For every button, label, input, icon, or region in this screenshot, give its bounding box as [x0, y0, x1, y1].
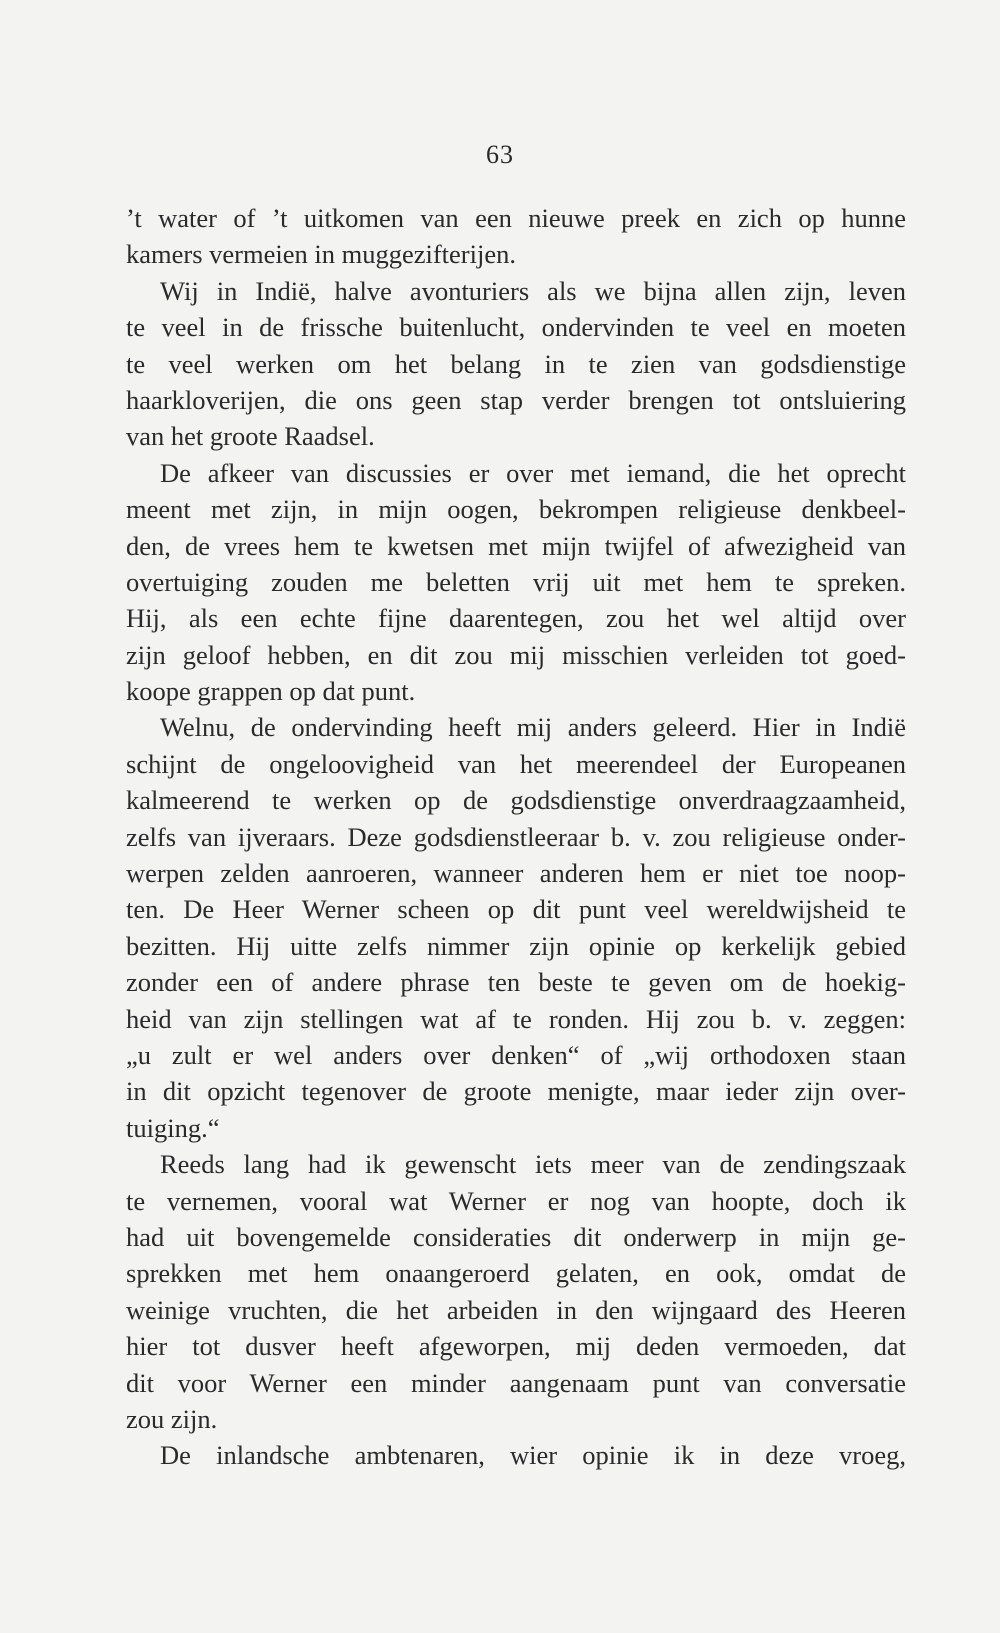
text-line: meent met zijn, in mijn oogen, bekrompen religieuse denkbeel-: [126, 494, 906, 525]
text-line: werpen zelden aanroeren, wanneer anderen hem er niet toe noop-: [126, 858, 906, 889]
text-line: dit voor Werner een minder aangenaam punt van conversatie: [126, 1367, 906, 1398]
page-number: 63: [486, 140, 514, 169]
text-line: tuiging.“: [126, 1112, 220, 1143]
text-line: ’t water of ’t uitkomen van een nieuwe preek en zich op hunne: [126, 203, 906, 233]
text-line: zou zijn.: [126, 1403, 218, 1434]
text-line: overtuiging zouden me beletten vrij uit met hem te spreken.: [126, 566, 906, 597]
text-line: zonder een of andere phrase ten beste te geven om de hoekig-: [126, 967, 906, 998]
text-line: den, de vrees hem te kwetsen met mijn twijfel of afwezigheid van: [126, 530, 906, 561]
text-line: Wij in Indië, halve avonturiers als we bijna allen zijn, leven: [160, 275, 906, 306]
text-line: De inlandsche ambtenaren, wier opinie ik in deze vroeg,: [160, 1440, 906, 1471]
text-line: weinige vruchten, die het arbeiden in den wijngaard des Heeren: [126, 1294, 906, 1325]
text-line: had uit bovengemelde consideraties dit onderwerp in mijn ge-: [126, 1221, 906, 1252]
text-line: Hij, als een echte fijne daarentegen, zou het wel altijd over: [126, 603, 906, 634]
text-line: hier tot dusver heeft afgeworpen, mij deden vermoeden, dat: [126, 1331, 906, 1362]
text-line: in dit opzicht tegenover de groote menigte, maar ieder zijn over-: [126, 1076, 906, 1107]
text-line: te veel werken om het belang in te zien van godsdienstige: [126, 348, 906, 379]
text-line: Reeds lang had ik gewenscht iets meer van de zendingszaak: [160, 1149, 906, 1180]
text-line: van het groote Raadsel.: [126, 421, 375, 452]
text-line: te veel in de frissche buitenlucht, ondervinden te veel en moeten: [126, 312, 906, 343]
text-line: kalmeerend te werken op de godsdienstige onverdraagzaamheid,: [126, 785, 906, 816]
text-line: koope grappen op dat punt.: [126, 676, 416, 707]
body-text: [126, 200, 906, 1474]
text-line: bezitten. Hij uitte zelfs nimmer zijn opinie op kerkelijk gebied: [126, 930, 906, 961]
text-line: te vernemen, vooral wat Werner er nog van hoopte, doch ik: [126, 1185, 906, 1216]
text-line: De afkeer van discussies er over met iemand, die het oprecht: [160, 457, 906, 488]
text-line: zelfs van ijveraars. Deze godsdienstleeraar b. v. zou religieuse onder-: [126, 821, 906, 852]
text-line: ten. De Heer Werner scheen op dit punt veel wereldwijsheid te: [126, 894, 906, 925]
text-line: schijnt de ongeloovigheid van het meerendeel der Europeanen: [126, 748, 906, 779]
text-line: Welnu, de ondervinding heeft mij anders geleerd. Hier in Indië: [160, 712, 906, 743]
text-line: kamers vermeien in muggezifterijen.: [126, 239, 516, 270]
text-line: haarkloverijen, die ons geen stap verder brengen tot ontsluiering: [126, 384, 906, 415]
text-line: „u zult er wel anders over denken“ of „wij orthodoxen staan: [126, 1039, 906, 1070]
text-line: sprekken met hem onaangeroerd gelaten, en ook, omdat de: [126, 1258, 906, 1289]
text-line: heid van zijn stellingen wat af te ronden. Hij zou b. v. zeggen:: [126, 1003, 906, 1034]
text-line: zijn geloof hebben, en dit zou mij misschien verleiden tot goed-: [126, 639, 906, 670]
